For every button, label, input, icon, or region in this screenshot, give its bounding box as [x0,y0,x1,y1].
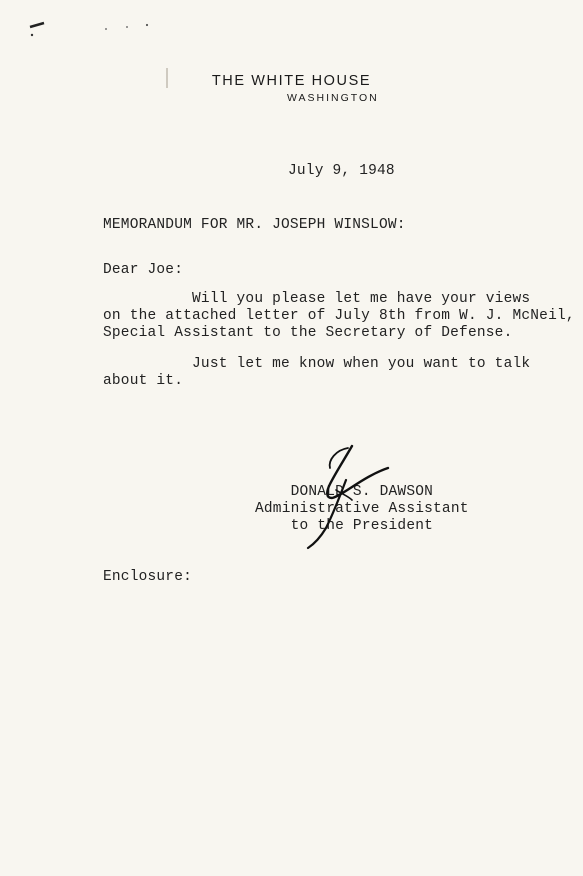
letterhead-title: THE WHITE HOUSE [211,73,372,89]
body-paragraph-2: Just let me know when you want to talk about it. [103,356,531,389]
memo-heading: MEMORANDUM FOR MR. JOSEPH WINSLOW: [103,217,406,233]
memo-date: July 9, 1948 [288,163,395,179]
handwritten-signature [290,440,400,550]
salutation: Dear Joe: [103,262,184,278]
enclosure-line: Enclosure: [103,569,193,585]
stray-ink-marks [20,15,160,45]
body-paragraph-1: Will you please let me have your views on the attached letter of July 8th from W. J. McNeil, Special Assistant to the Secretary of Defense. [103,291,575,341]
letterhead-subtitle: WASHINGTON [287,92,379,104]
signature-block: DONALD S. DAWSON Administrative Assistant to the President [255,484,469,534]
